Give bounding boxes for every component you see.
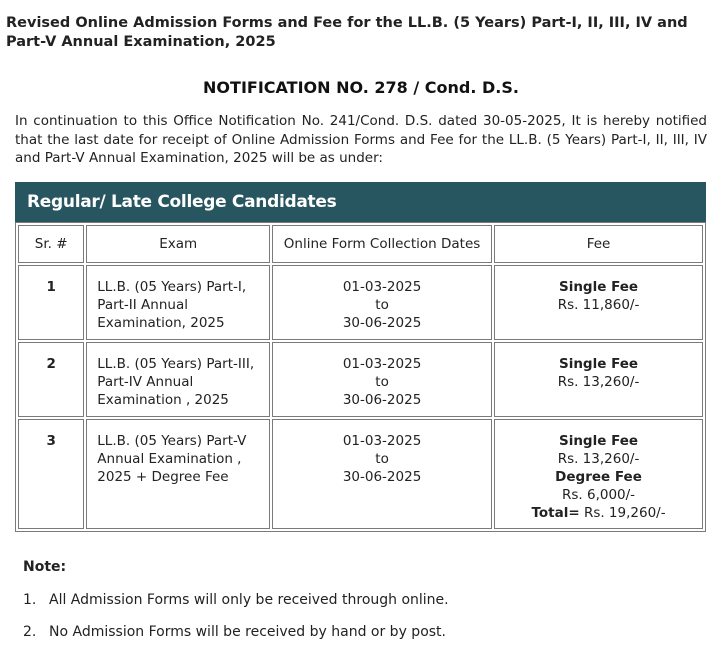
fee-label: Single Fee xyxy=(558,433,639,449)
note-text: No Admission Forms will be received by hand or by post. xyxy=(49,624,446,640)
cell-exam: LL.B. (05 Years) Part-III, Part-IV Annual Examination , 2025 xyxy=(86,342,270,417)
cell-fee xyxy=(494,265,703,340)
table-header-row xyxy=(18,225,703,263)
cell-dates xyxy=(272,265,492,340)
cell-sr: 3 xyxy=(18,419,84,529)
cell-sr: 1 xyxy=(18,265,84,340)
degree-fee-label: Degree Fee xyxy=(555,469,642,485)
date-to-word: to xyxy=(375,374,389,390)
total-label: Total= xyxy=(531,505,580,521)
table-row xyxy=(18,265,703,340)
notification-number: NOTIFICATION NO. 278 / Cond. D.S. xyxy=(203,78,519,97)
col-header-dates: Online Form Collection Dates xyxy=(272,225,492,263)
cell-dates xyxy=(272,342,492,417)
fee-amount: Rs. 13,260/- xyxy=(557,451,640,467)
date-from: 01-03-2025 xyxy=(342,279,422,295)
date-from: 01-03-2025 xyxy=(342,433,422,449)
cell-fee xyxy=(494,342,703,417)
fee-table-container xyxy=(15,182,706,532)
date-to: 30-06-2025 xyxy=(342,315,422,331)
note-item xyxy=(23,592,449,608)
cell-exam: LL.B. (05 Years) Part-I, Part-II Annual Examination, 2025 xyxy=(86,265,270,340)
total-fee xyxy=(505,504,692,522)
table-row xyxy=(18,342,703,417)
cell-fee xyxy=(494,419,703,529)
page-title: Revised Online Admission Forms and Fee for the LL.B. (5 Years) Part-I, II, III, IV and Part-V Annual Examination, 2025 xyxy=(6,15,688,50)
total-amount: Rs. 19,260/- xyxy=(583,505,666,521)
date-to-word: to xyxy=(375,451,389,467)
date-to: 30-06-2025 xyxy=(342,469,422,485)
col-header-exam: Exam xyxy=(86,225,270,263)
date-from: 01-03-2025 xyxy=(342,356,422,372)
table-heading: Regular/ Late College Candidates xyxy=(15,182,706,222)
table-row xyxy=(18,419,703,529)
degree-fee-amount: Rs. 6,000/- xyxy=(561,487,636,503)
fee-label: Single Fee xyxy=(558,356,639,372)
note-title: Note: xyxy=(23,559,67,575)
cell-exam: LL.B. (05 Years) Part-V Annual Examination , 2025 + Degree Fee xyxy=(86,419,270,529)
fee-label: Single Fee xyxy=(558,279,639,295)
note-number: 1. xyxy=(23,592,37,608)
col-header-fee: Fee xyxy=(494,225,703,263)
note-text: All Admission Forms will only be received through online. xyxy=(49,592,449,608)
cell-dates xyxy=(272,419,492,529)
date-to: 30-06-2025 xyxy=(342,392,422,408)
intro-paragraph: In continuation to this Office Notification No. 241/Cond. D.S. dated 30-05-2025, It is hereby notified that the last date for receipt of Online Admission Forms and Fee for the LL.B. (5 Years) Part-I, II, III, IV and Part-V Annual Examination, 2025 will be as under: xyxy=(15,113,707,166)
fee-amount: Rs. 11,860/- xyxy=(557,297,640,313)
col-header-sr: Sr. # xyxy=(18,225,84,263)
note-item xyxy=(23,624,446,640)
fee-table xyxy=(15,222,706,532)
note-number: 2. xyxy=(23,624,37,640)
cell-sr: 2 xyxy=(18,342,84,417)
date-to-word: to xyxy=(375,297,389,313)
fee-amount: Rs. 13,260/- xyxy=(557,374,640,390)
